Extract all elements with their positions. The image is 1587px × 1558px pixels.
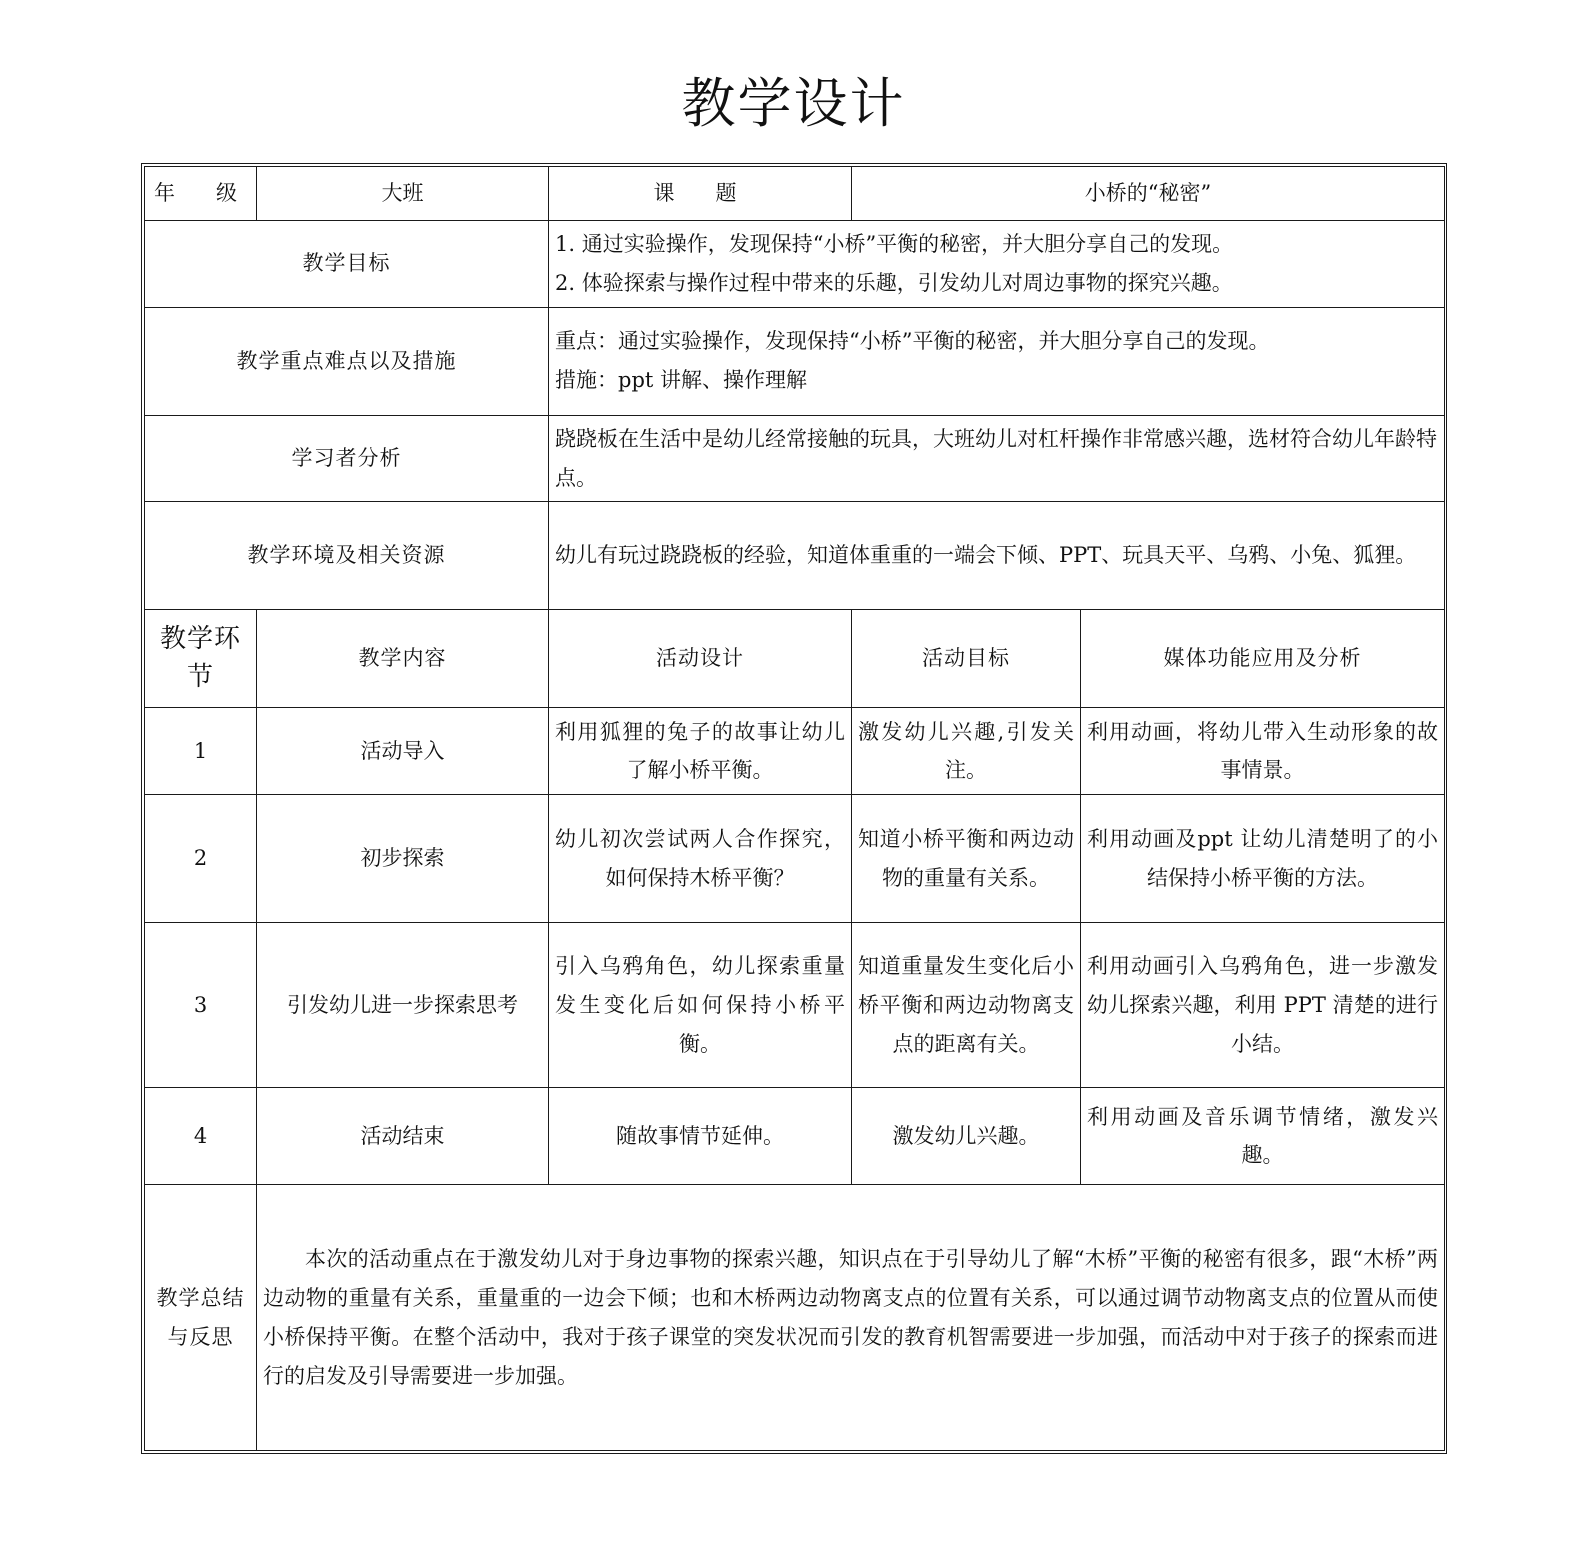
table-row-steps-header	[145, 610, 1445, 708]
step-4-content: 活动结束	[257, 1088, 549, 1185]
value-topic: 小桥的“秘密”	[852, 167, 1445, 221]
step-4-goal: 激发幼儿兴趣。	[852, 1088, 1081, 1185]
table-row-step-2	[145, 795, 1445, 923]
label-keypoints: 教学重点难点以及措施	[145, 307, 549, 415]
label-environment: 教学环境及相关资源	[145, 502, 549, 610]
header-step-no: 教学环节	[145, 610, 257, 708]
step-3-content: 引发幼儿进一步探索思考	[257, 923, 549, 1088]
value-grade: 大班	[257, 167, 549, 221]
step-4-media: 利用动画及音乐调节情绪，激发兴趣。	[1081, 1088, 1445, 1185]
keypoint-line-1: 重点：通过实验操作，发现保持“小桥”平衡的秘密，并大胆分享自己的发现。	[555, 329, 1270, 354]
value-objectives	[549, 221, 1445, 308]
header-content: 教学内容	[257, 610, 549, 708]
header-design: 活动设计	[549, 610, 852, 708]
step-3-design: 引入乌鸦角色，幼儿探索重量发生变化后如何保持小桥平衡。	[549, 923, 852, 1088]
value-environment: 幼儿有玩过跷跷板的经验，知道体重重的一端会下倾、PPT、玩具天平、乌鸦、小兔、狐狸。	[549, 502, 1445, 610]
table-row-keypoints	[145, 307, 1445, 415]
label-grade: 年 级	[145, 167, 257, 221]
step-1-media: 利用动画，将幼儿带入生动形象的故事情景。	[1081, 708, 1445, 795]
table-row-step-1	[145, 708, 1445, 795]
lesson-plan-table-wrapper	[141, 163, 1447, 1454]
table-row-step-4	[145, 1088, 1445, 1185]
step-2-goal: 知道小桥平衡和两边动物的重量有关系。	[852, 795, 1081, 923]
step-1-goal: 激发幼儿兴趣,引发关注。	[852, 708, 1081, 795]
step-2-no: 2	[145, 795, 257, 923]
lesson-plan-table	[144, 166, 1445, 1451]
page-title: 教学设计	[681, 72, 906, 135]
table-row-objectives	[145, 221, 1445, 308]
table-row-environment	[145, 502, 1445, 610]
table-row-learner	[145, 415, 1445, 502]
step-1-no: 1	[145, 708, 257, 795]
step-1-design: 利用狐狸的兔子的故事让幼儿了解小桥平衡。	[549, 708, 852, 795]
step-4-design: 随故事情节延伸。	[549, 1088, 852, 1185]
step-3-no: 3	[145, 923, 257, 1088]
value-keypoints	[549, 307, 1445, 415]
objective-line-1: 1. 通过实验操作，发现保持“小桥”平衡的秘密，并大胆分享自己的发现。	[555, 232, 1234, 256]
label-learner: 学习者分析	[145, 415, 549, 502]
label-topic: 课 题	[549, 167, 852, 221]
table-row-step-3	[145, 923, 1445, 1088]
value-learner: 跷跷板在生活中是幼儿经常接触的玩具，大班幼儿对杠杆操作非常感兴趣，选材符合幼儿年龄特点。	[549, 415, 1445, 502]
header-media: 媒体功能应用及分析	[1081, 610, 1445, 708]
step-2-media: 利用动画及ppt 让幼儿清楚明了的小结保持小桥平衡的方法。	[1081, 795, 1445, 923]
table-row-summary	[145, 1185, 1445, 1451]
step-3-media: 利用动画引入乌鸦角色，进一步激发幼儿探索兴趣，利用 PPT 清楚的进行小结。	[1081, 923, 1445, 1088]
keypoint-line-2: 措施：ppt 讲解、操作理解	[555, 368, 807, 393]
step-2-content: 初步探索	[257, 795, 549, 923]
step-4-no: 4	[145, 1088, 257, 1185]
label-summary: 教学总结与反思	[145, 1185, 257, 1451]
table-row-grade-topic	[145, 167, 1445, 221]
label-objectives: 教学目标	[145, 221, 549, 308]
header-goal: 活动目标	[852, 610, 1081, 708]
step-1-content: 活动导入	[257, 708, 549, 795]
step-3-goal: 知道重量发生变化后小桥平衡和两边动物离支点的距离有关。	[852, 923, 1081, 1088]
summary-paragraph: 本次的活动重点在于激发幼儿对于身边事物的探索兴趣，知识点在于引导幼儿了解“木桥”平衡的秘密有很多，跟“木桥”两边动物的重量有关系，重量重的一边会下倾；也和木桥两边动物离支点的位置有关系，可以通过调节动物离支点的位置从而使小桥保持平衡。在整个活动中，我对于孩子课堂的突发状况而引发的教育机智需要进一步加强，而活动中对于孩子的探索而进行的启发及引导需要进一步加强。	[263, 1247, 1439, 1388]
objective-line-2: 2. 体验探索与操作过程中带来的乐趣，引发幼儿对周边事物的探究兴趣。	[555, 270, 1233, 295]
value-summary	[257, 1185, 1445, 1451]
step-2-design: 幼儿初次尝试两人合作探究，如何保持木桥平衡？	[549, 795, 852, 923]
